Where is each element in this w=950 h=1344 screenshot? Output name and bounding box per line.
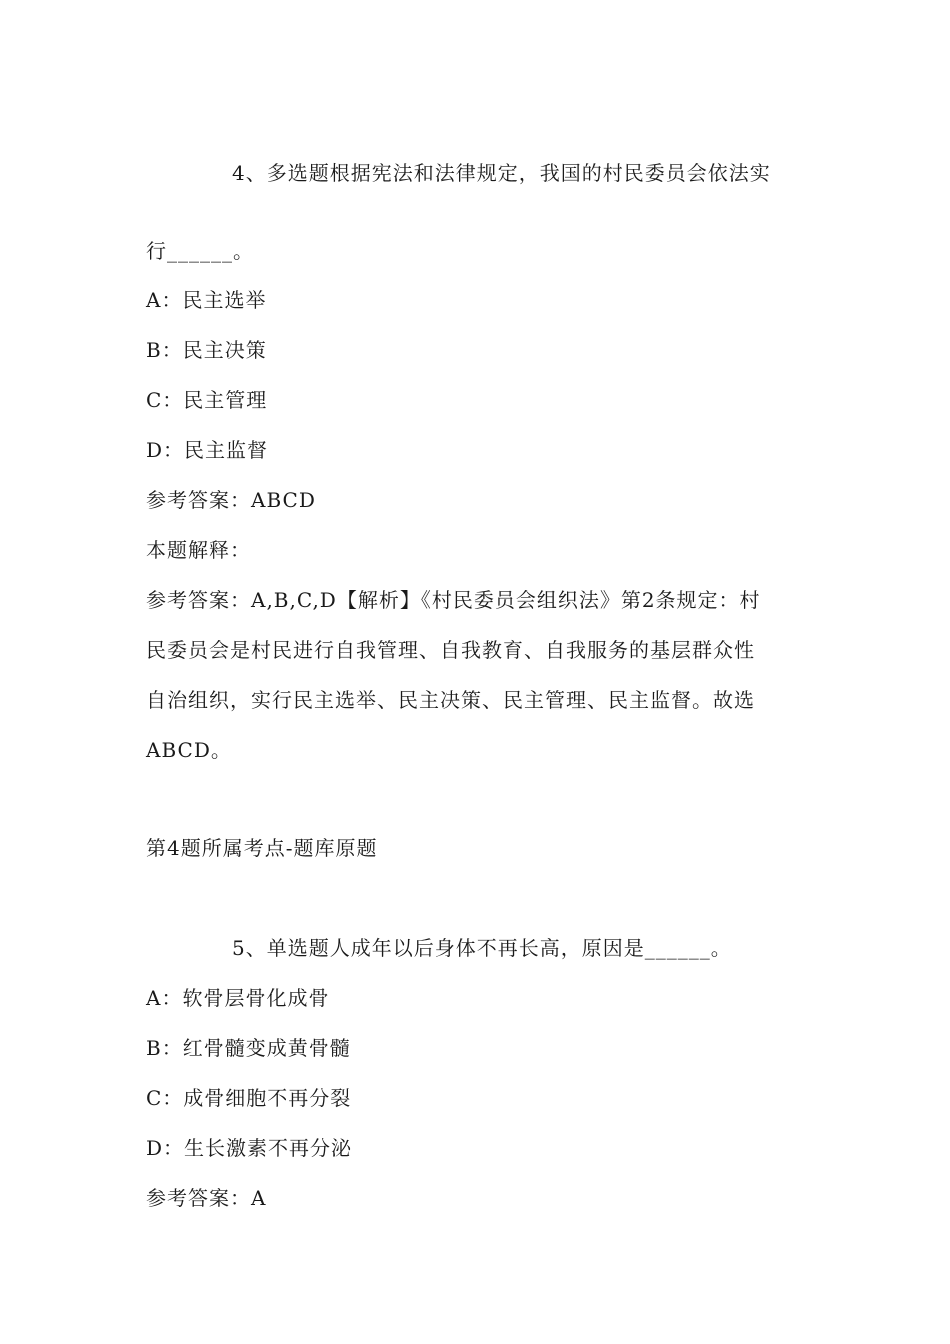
question-4-stem-line-2: 行______。: [146, 239, 254, 263]
question-4-explanation-line-2: 民委员会是村民进行自我管理、自我教育、自我服务的基层群众性: [146, 638, 755, 662]
question-4-option-a: A：民主选举: [146, 288, 267, 312]
question-5-option-a: A：软骨层骨化成骨: [146, 986, 330, 1010]
question-5-answer: 参考答案：A: [146, 1186, 267, 1210]
question-5-option-c: C：成骨细胞不再分裂: [146, 1086, 352, 1110]
question-5-stem: 5、单选题人成年以后身体不再长高，原因是______。: [232, 936, 732, 960]
question-4-explanation-line-1: 参考答案：A,B,C,D【解析】《村民委员会组织法》第2条规定：村: [146, 588, 761, 612]
question-4-option-d: D：民主监督: [146, 438, 269, 462]
question-5-option-d: D：生长激素不再分泌: [146, 1136, 353, 1160]
question-4-option-b: B：民主决策: [146, 338, 267, 362]
question-4-stem-line-1: 4、多选题根据宪法和法律规定，我国的村民委员会依法实: [232, 161, 771, 185]
question-4-option-c: C：民主管理: [146, 388, 268, 412]
question-4-explanation-line-4: ABCD。: [146, 738, 232, 762]
question-4-source: 第4题所属考点-题库原题: [146, 836, 378, 860]
question-4-explanation-line-3: 自治组织，实行民主选举、民主决策、民主管理、民主监督。故选: [146, 688, 755, 712]
question-4-answer: 参考答案：ABCD: [146, 488, 316, 512]
question-4-explanation-heading: 本题解释：: [146, 538, 251, 562]
question-5-option-b: B：红骨髓变成黄骨髓: [146, 1036, 351, 1060]
